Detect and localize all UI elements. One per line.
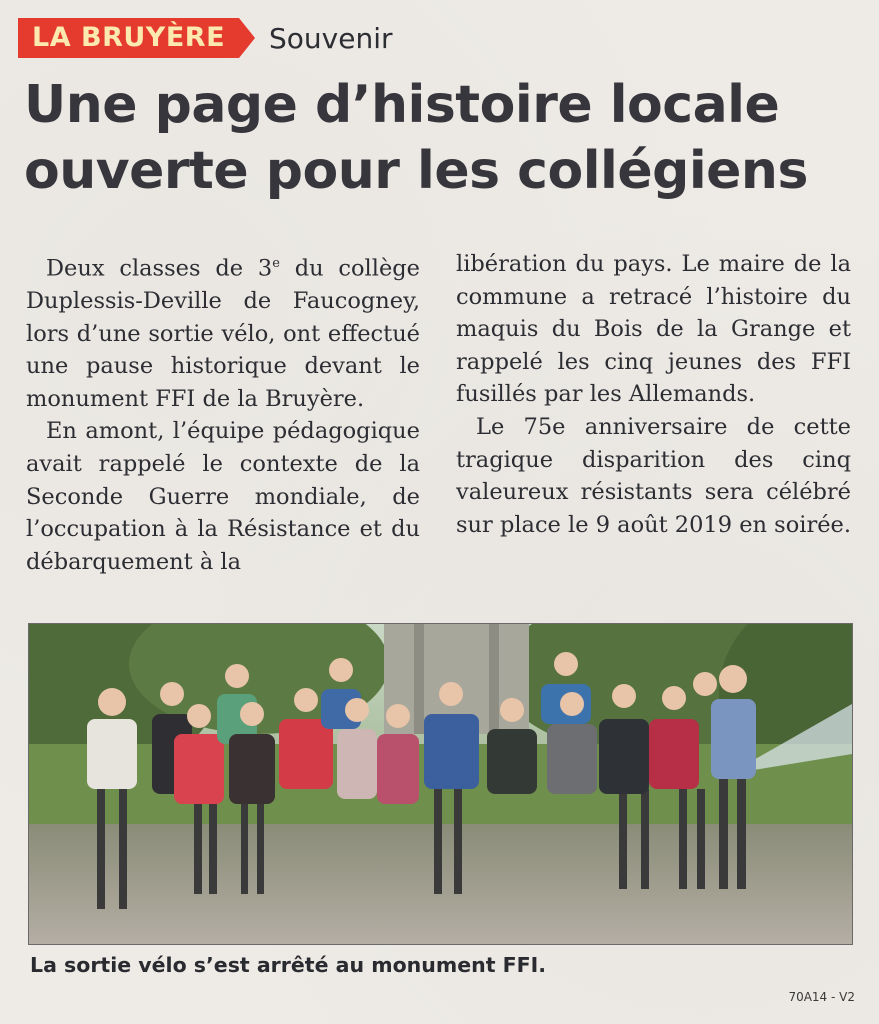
headline-line-2: ouverte pour les collégiens: [24, 141, 808, 201]
location-tag: LA BRUYÈRE: [18, 18, 239, 58]
article-column-left: [26, 248, 420, 578]
article-paragraph: Le 75e anniversaire de cette tragique disparition des cinq valeureux résistants sera célébré sur place le 9 août 2019 en soirée.: [456, 413, 852, 538]
headline: [24, 72, 864, 204]
article-paragraph: [26, 248, 420, 415]
article-column-right: [456, 248, 851, 541]
page-reference: 70A14 - V2: [788, 990, 855, 1004]
group-photo: [28, 623, 853, 945]
section-rubric: [18, 18, 393, 58]
section-label: Souvenir: [269, 21, 393, 55]
article-text: Deux classes de 3: [46, 255, 273, 282]
group-photo-illustration: [29, 624, 852, 944]
ordinal-superscript: e: [272, 256, 280, 271]
article-paragraph: libération du pays. Le maire de la commune a retracé l’histoire du maquis du Bois de la Grange et rappelé les cinq jeunes des FFI fusillés par les Allemands.: [456, 251, 851, 408]
article-text: du collège Duplessis-Deville de Faucogney, lors d’une sortie vélo, ont effectué une pause historique devant le monument FFI de la Bruyère.: [26, 255, 420, 412]
headline-line-1: Une page d’histoire locale: [24, 75, 780, 135]
article-paragraph: En amont, l’équipe pédagogique avait rappelé le contexte de la Seconde Guerre mondiale, de l’occupation à la Résistance et du débarquement à la: [26, 418, 420, 575]
photo-caption: La sortie vélo s’est arrêté au monument FFI.: [30, 953, 547, 977]
